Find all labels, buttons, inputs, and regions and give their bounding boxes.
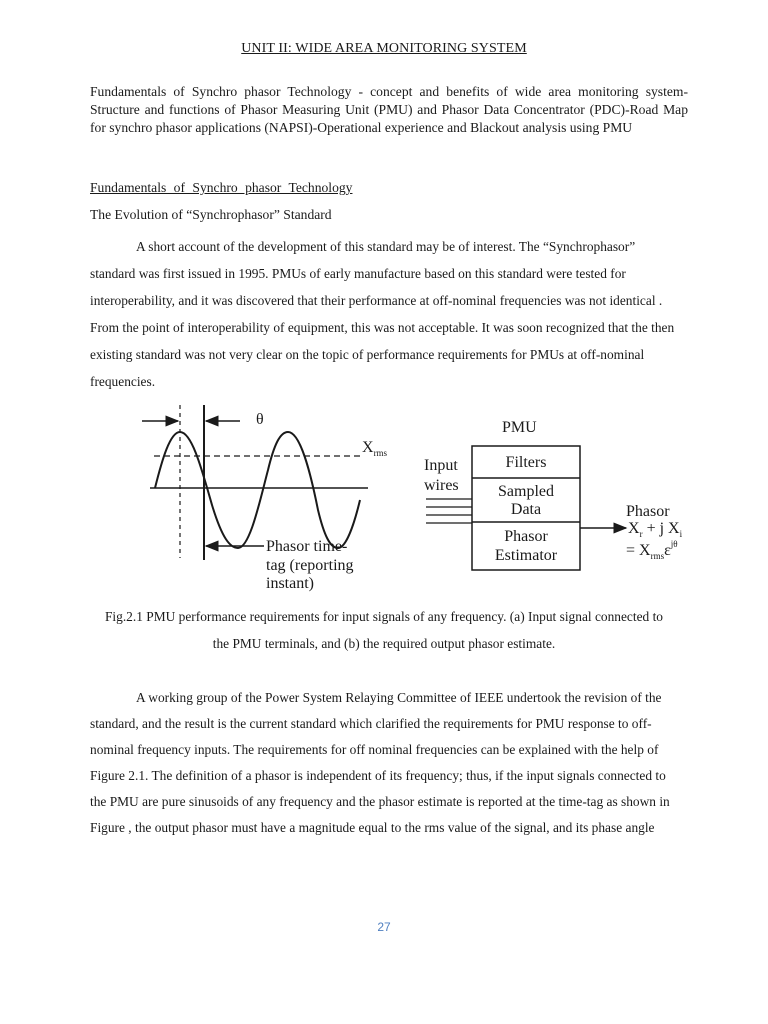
- syllabus-paragraph: Fundamentals of Synchro phasor Technology - concept and benefits of wide area monitoring system-Structure and functions of Phasor Measuring Unit (PMU) and Phasor Data Concentrator (PDC)-Road Map for synchro phasor applications (NAPSI)-Operational experience and Blackout analysis using PMU: [90, 84, 688, 135]
- unit-title: UNIT II: WIDE AREA MONITORING SYSTEM: [241, 41, 527, 56]
- figure-pmu-diagram: [140, 400, 700, 598]
- input-signal-panel: [142, 405, 388, 592]
- block-sampled-label-line1: Sampled: [498, 483, 554, 500]
- output-phasor-eq2: = $X_{rms}\varepsilon^{j\theta}$: [626, 539, 678, 561]
- page-number: 27: [377, 920, 391, 934]
- input-wires-label-line2: wires: [424, 477, 459, 494]
- xrms-label: $X_{rms}$: [362, 439, 388, 458]
- figure-caption: Fig.2.1 PMU performance requirements for input signals of any frequency. (a) Input signal connected to the PMU terminals, and (b) the required output phasor estimate.: [104, 609, 664, 651]
- pmu-block-panel: [424, 419, 683, 570]
- timetag-label-line2: tag (reporting: [266, 557, 354, 574]
- section-heading: Fundamentals of Synchro phasor Technology: [90, 180, 353, 195]
- timetag-label-line3: instant): [266, 575, 314, 592]
- sinusoid-curve: [155, 432, 360, 548]
- paragraph-1: [90, 233, 680, 395]
- paragraph-1-text: A short account of the development of this standard may be of interest. The “Synchrophasor” standard was first issued in 1995. PMUs of early manufacture based on this standard were tested for interoperability, and it was discovered that their performance at off-nominal frequencies was not identical . From the point of interoperability of equipment, this was not acceptable. It was soon recognized that the then existing standard was not very clear on the topic of performance requirements for PMUs at off-nominal frequencies.: [90, 239, 675, 389]
- block-filters-label: Filters: [505, 454, 547, 471]
- subsection-heading: The Evolution of “Synchrophasor” Standard: [90, 207, 332, 222]
- output-phasor-eq1: $X_r + j$ $X_i$: [628, 520, 683, 539]
- block-sampled-label-line2: Data: [510, 501, 542, 518]
- paragraph-2: [90, 685, 680, 841]
- pmu-label: PMU: [502, 419, 537, 436]
- block-estimator-label-line2: Estimator: [494, 547, 558, 564]
- paragraph-2-text: A working group of the Power System Relaying Committee of IEEE undertook the revision of the standard, and the result is the current standard which clarified the requirements for PMU response to off-nominal frequency inputs. The requirements for off nominal frequencies can be explained with the help of Figure 2.1. The definition of a phasor is independent of its frequency; thus, if the input signals connected to the PMU are pure sinusoids of any frequency and the phasor estimate is reported at the time-tag as shown in Figure , the output phasor must have a magnitude equal to the rms value of the signal, and its phase angle: [90, 690, 670, 835]
- output-phasor-title: Phasor: [626, 503, 670, 520]
- theta-label: θ: [256, 411, 264, 428]
- input-wires-label-line1: Input: [424, 457, 458, 474]
- timetag-label-line1: Phasor time-: [266, 538, 348, 555]
- block-estimator-label-line1: Phasor: [504, 528, 548, 545]
